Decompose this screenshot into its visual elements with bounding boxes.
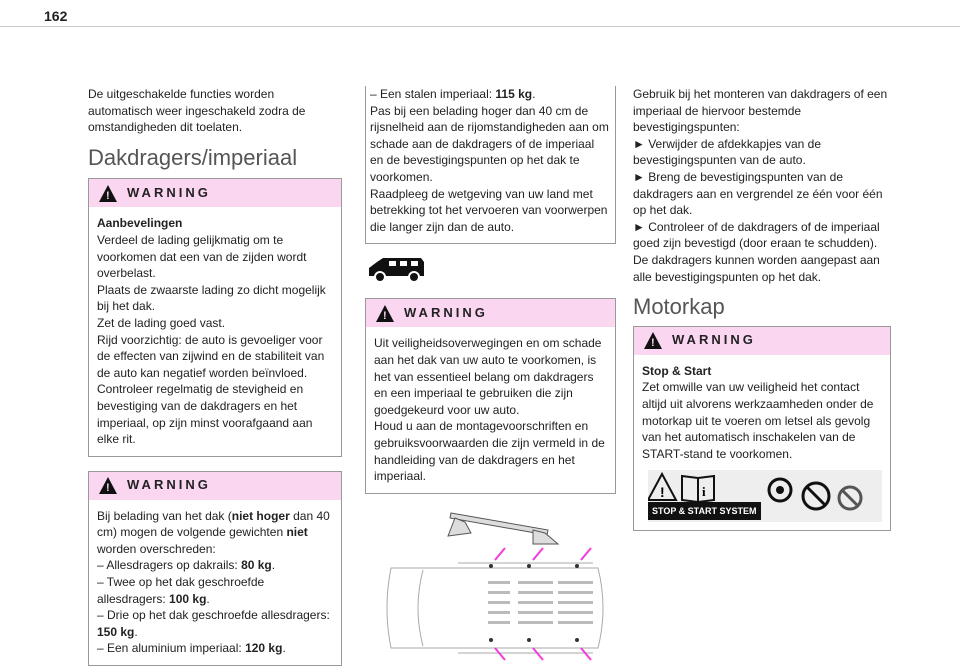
mounting-instructions: Gebruik bij het monteren van dakdragers of een imperiaal de hiervoor bestemde bevestigingspunten: ► Verwijder de afdekkapjes van de bevestigingspunten van de auto. ► Breng de bevestigingspunten van de dakdragers aan en vergrendel ze één voor één op het dak. ► Controleer of de dakdragers of de imperiaal goed zijn bevestigd (door eraan te schudden). De dakdragers kunnen worden aangepast aan alle bevestigingspunten op het dak. (633, 87, 888, 284)
list-item: – Een stalen imperiaal: (370, 87, 496, 101)
van-icon (367, 256, 427, 284)
weight-value: 80 kg (241, 558, 272, 573)
warning-subtitle: Stop & Start (642, 363, 712, 378)
text: . (271, 558, 276, 573)
stop-start-label: STOP & START SYSTEM (648, 502, 761, 521)
warning-subtitle: Aanbevelingen (97, 216, 183, 231)
list-item: – Drie op het dak geschroefde allesdragers: (97, 608, 330, 623)
weight-value: 100 kg (169, 591, 207, 606)
warning-body: Verdeel de lading gelijkmatig om te voorkomen dat een van de zijden wordt overbelast. Plaats de zwaarste lading zo dicht mogelijk bij het dak. Zet de lading goed vast. Rijd voorzichtig: de auto is gevoeliger voor de effecten van zijwind en de stabiliteit van de auto kan negatief worden beïnvloed. Controleer regelmatig de stevigheid en bevestiging van de dakdragers en het imperiaal, op zijn minst voorafgaand aan elke rit. (97, 232, 326, 447)
section-heading-roof: Dakdragers/imperiaal (88, 144, 298, 170)
weight-value: 150 kg (97, 624, 135, 639)
warning-body: Zet omwille van uw veiligheid het contact altijd uit alvorens werkzaamheden onder de motorkap uit te voeren om letsel als gevolg van het automatisch inschakelen van de START-stand te voorkomen. (642, 380, 874, 461)
warning-icon (99, 185, 117, 202)
column-3 (633, 86, 891, 531)
weight-value: 115 kg (495, 87, 533, 101)
warning-icon (644, 332, 662, 349)
warning-icon (376, 305, 394, 322)
warning-body: Uit veiligheidsoverwegingen en om schade aan het dak van uw auto te voorkomen, is het van essentieel belang om dakdragers en een imperiaal te gebruiken die zijn goedgekeurd voor uw auto. Houd u aan de montagevoorschriften en gebruiksvoorwaarden die zijn vermeld in de handleiding van de dakdragers en het imperiaal. (374, 336, 605, 484)
stop-start-pictograms (648, 470, 882, 522)
roof-mounting-points-illustration (373, 508, 613, 663)
column-2 (365, 86, 616, 663)
text: . (206, 591, 210, 606)
text: Bij belading van het dak ( (97, 508, 232, 523)
text: . (134, 624, 138, 639)
intro-text: De uitgeschakelde functies worden automatisch weer ingeschakeld zodra de omstandigheden dit toelaten. (88, 87, 306, 135)
warning-box-approved-carriers (365, 298, 616, 493)
continued-text: Pas bij een belading hoger dan 40 cm de rijsnelheid aan de rijomstandigheden aan om schade aan de dakdragers of de imperiaal en de bevestigingspunten op het dak te voorkomen. Raadpleeg de wetgeving van uw land met betrekking tot het vervoeren van voorwerpen die langer zijn dan de auto. (370, 103, 609, 234)
text-bold: niet hoger (231, 508, 290, 523)
text: . (532, 87, 536, 101)
text: worden overschreden: (97, 541, 216, 556)
page-number: 162 (44, 8, 68, 24)
warning-title: WARNING (127, 477, 211, 493)
warning-title: WARNING (672, 332, 756, 348)
warning-icon (99, 477, 117, 494)
warning-title: WARNING (127, 185, 211, 201)
text-bold: niet (286, 525, 308, 540)
list-item: – Allesdragers op dakrails: (97, 558, 242, 573)
warning-box-weights (88, 471, 342, 666)
column-1 (88, 86, 342, 666)
section-heading-bonnet: Motorkap (633, 294, 725, 320)
text: dan 40 cm) mogen de volgende gewichten (97, 508, 330, 540)
list-item: – Twee op het dak geschroefde allesdragers: (97, 575, 265, 606)
warning-box-stop-start (633, 326, 891, 532)
header-divider (0, 26, 960, 27)
list-item: – Een aluminium imperiaal: (97, 641, 246, 656)
svg-text:i: i (702, 484, 706, 500)
svg-text:!: ! (660, 484, 665, 501)
warning-box-recommendations (88, 178, 342, 456)
text: . (282, 641, 286, 656)
weight-value: 120 kg (245, 641, 283, 656)
warning-title: WARNING (404, 305, 488, 321)
continued-box (365, 86, 616, 244)
